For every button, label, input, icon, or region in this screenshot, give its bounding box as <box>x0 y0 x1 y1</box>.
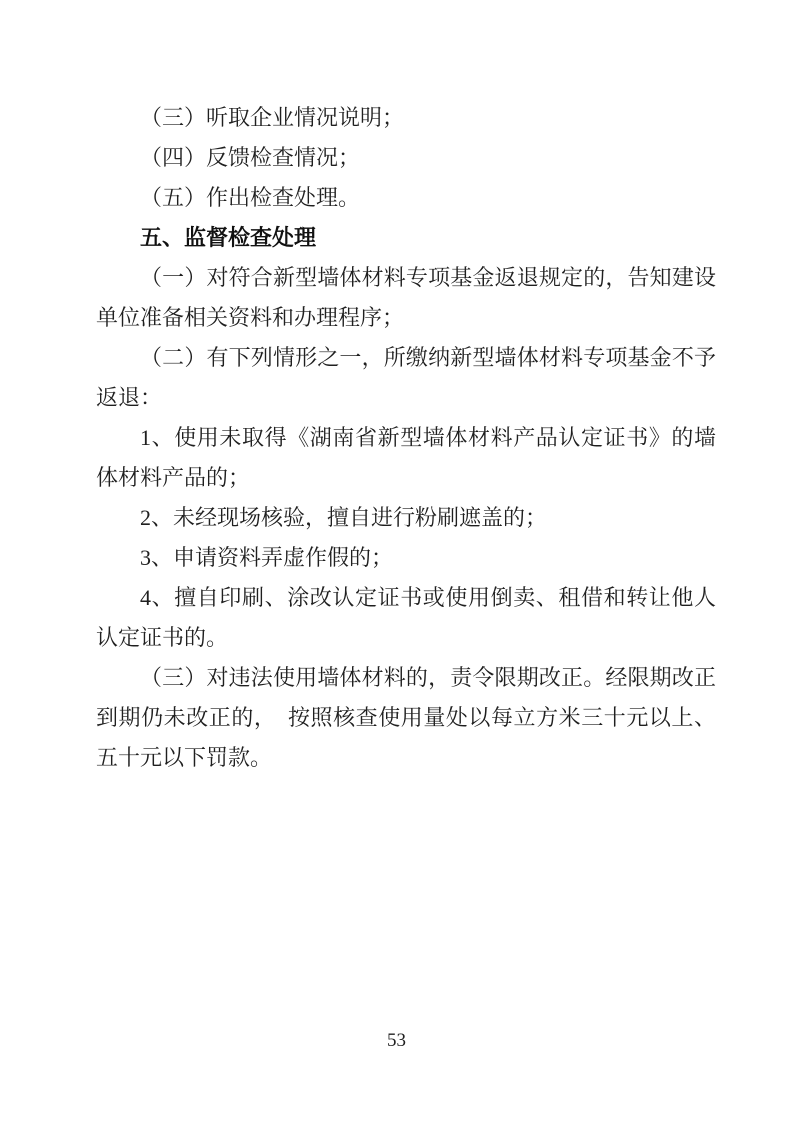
section-heading: 五、监督检查处理 <box>140 225 317 250</box>
document-text-block <box>96 98 716 778</box>
paragraph: （三）对违法使用墙体材料的，责令限期改正。经限期改正到期仍未改正的， 按照核查使用量处以每立方米三十元以上、五十元以下罚款。 <box>96 665 716 770</box>
list-item: 3、申请资料弄虚作假的； <box>140 545 394 570</box>
list-item: 1、使用未取得《湖南省新型墙体材料产品认定证书》的墙体材料产品的； <box>96 425 716 490</box>
paragraph: （四）反馈检查情况； <box>140 145 361 170</box>
paragraph: （一）对符合新型墙体材料专项基金返退规定的，告知建设单位准备相关资料和办理程序； <box>96 265 716 330</box>
page-number: 53 <box>387 1030 406 1051</box>
paragraph: （二）有下列情形之一，所缴纳新型墙体材料专项基金不予返退： <box>96 345 716 410</box>
paragraph: （五）作出检查处理。 <box>140 185 361 210</box>
paragraph: （三）听取企业情况说明； <box>140 105 405 130</box>
list-item: 4、擅自印刷、涂改认定证书或使用倒卖、租借和转让他人认定证书的。 <box>96 585 716 650</box>
list-item: 2、未经现场核验，擅自进行粉刷遮盖的； <box>140 505 548 530</box>
